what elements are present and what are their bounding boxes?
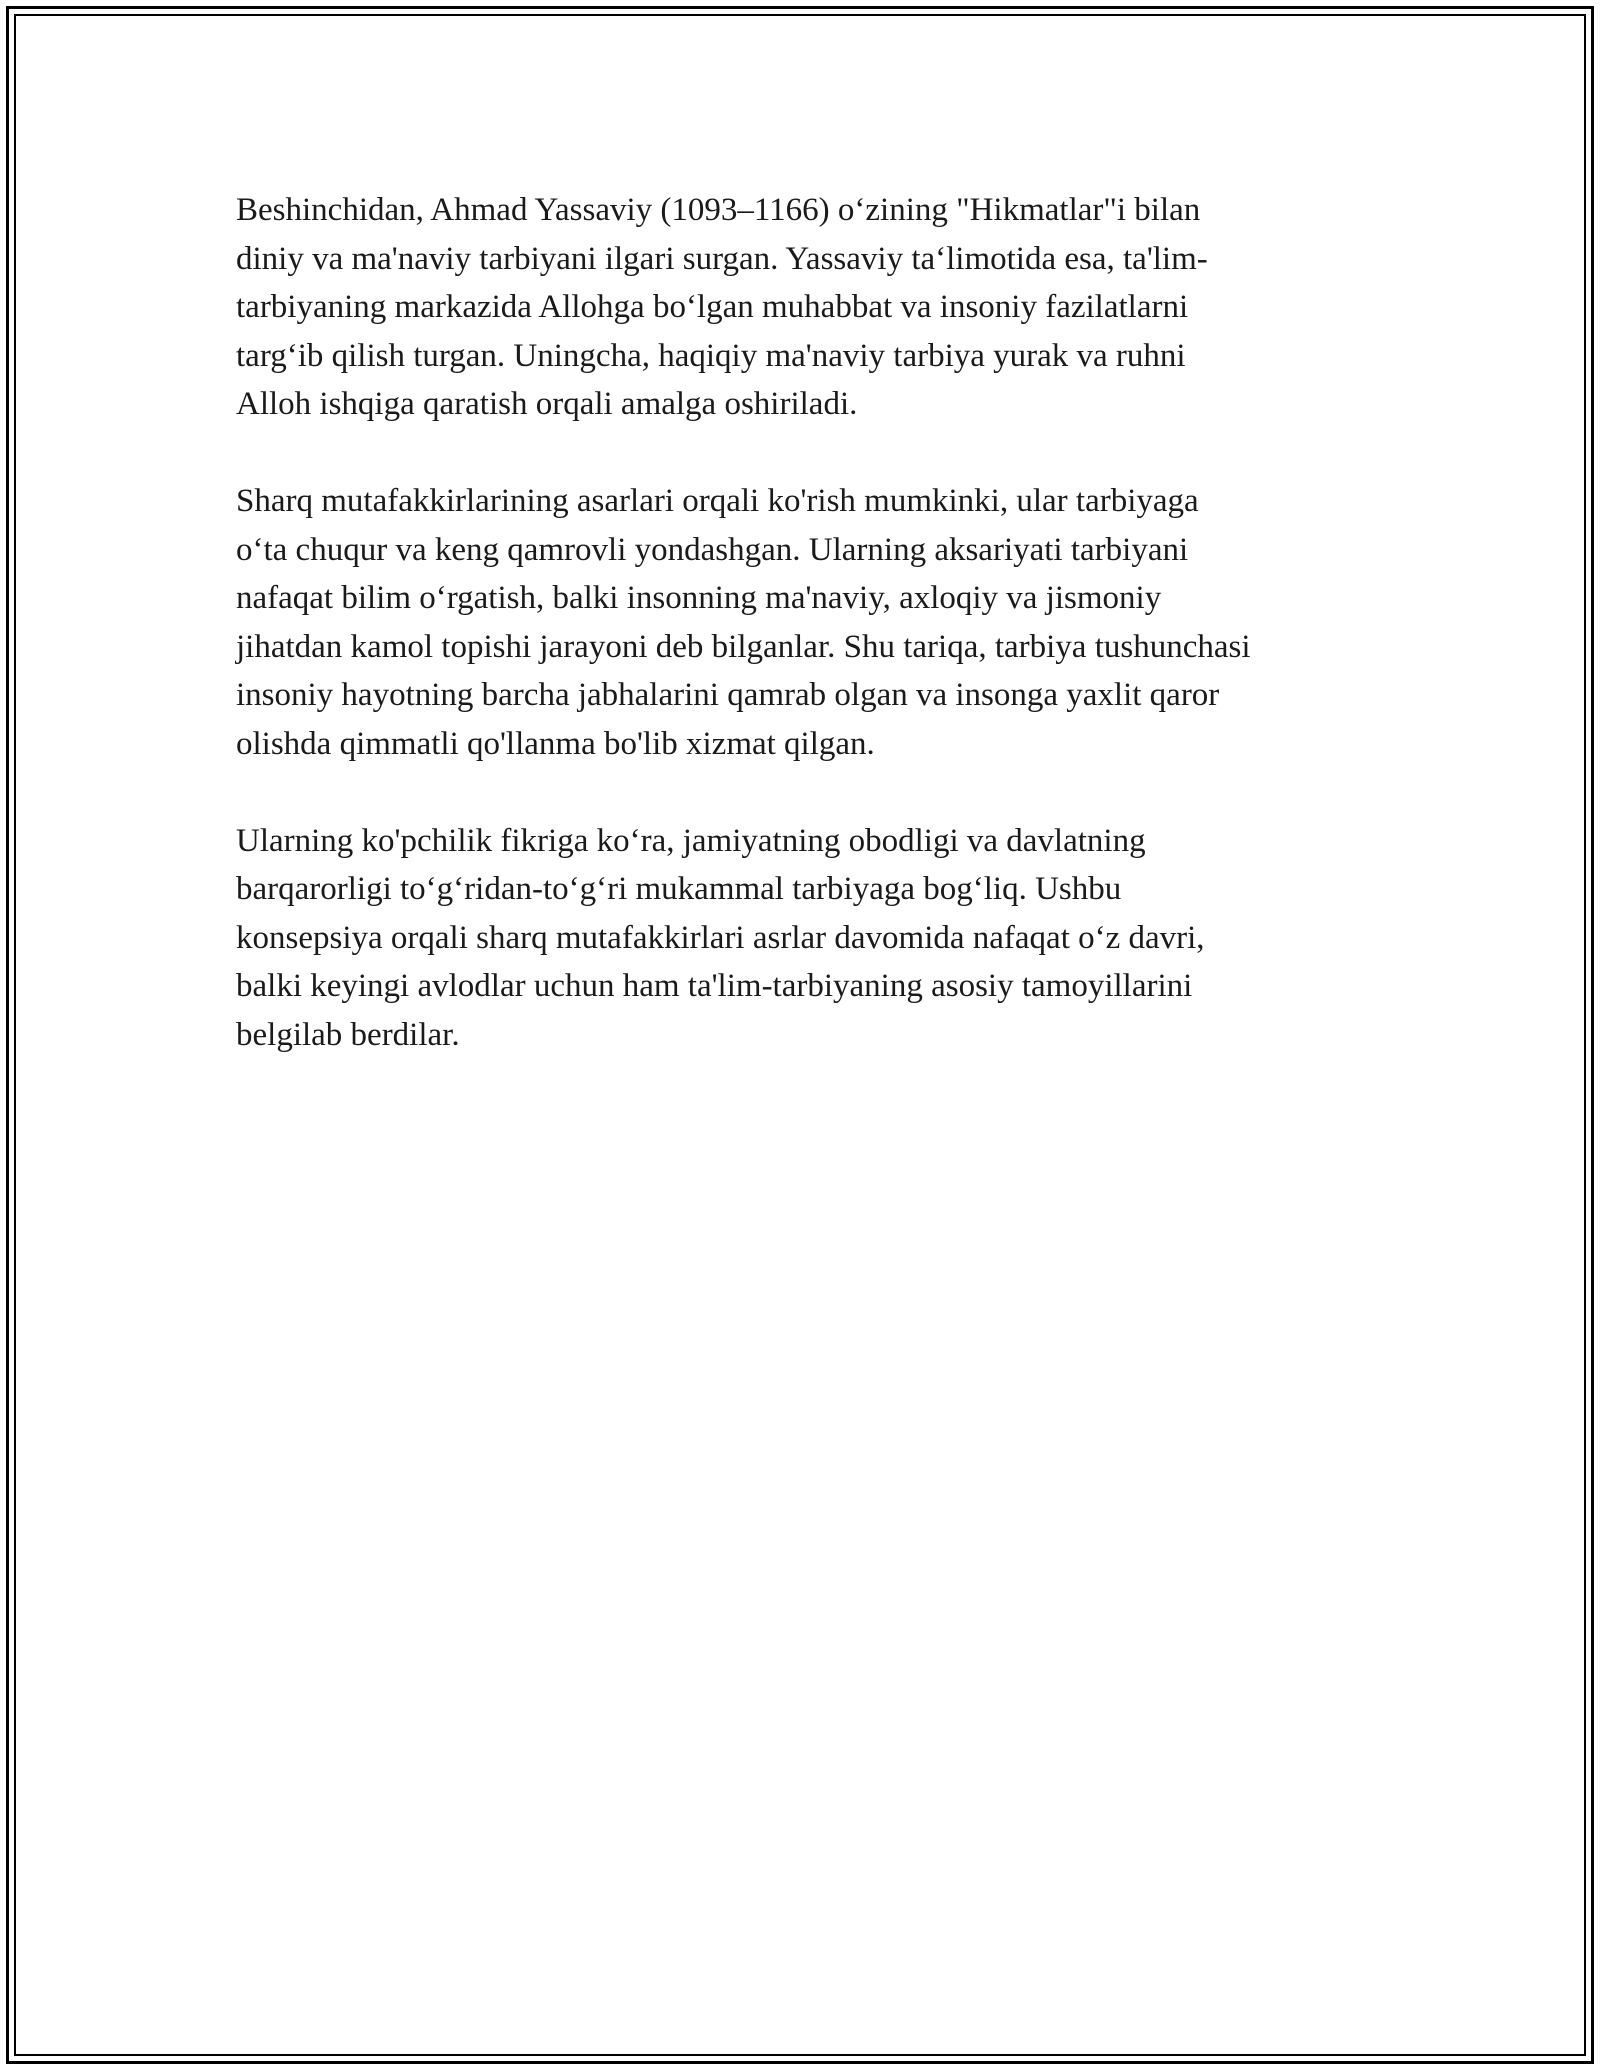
paragraph-2 (236, 477, 1376, 768)
text-line: Sharq mutafakkirlarining asarlari orqali ko'rish mumkinki, ular tarbiyaga (236, 483, 1199, 519)
text-line: Beshinchidan, Ahmad Yassaviy (1093–1166) o‘zining "Hikmatlar"i bilan (236, 192, 1201, 228)
text-line: barqarorligi to‘g‘ridan-to‘g‘ri mukammal tarbiyaga bog‘liq. Ushbu (236, 871, 1122, 907)
text-line: belgilab berdilar. (236, 1016, 460, 1053)
text-line: olishda qimmatli qo'llanma bo'lib xizmat qilgan. (236, 725, 875, 762)
text-line: o‘ta chuqur va keng qamrovli yondashgan. Ularning aksariyati tarbiyani (236, 531, 1189, 568)
text-line: nafaqat bilim o‘rgatish, balki insonning ma'naviy, axloqiy va jismoniy (236, 580, 1162, 616)
text-line: balki keyingi avlodlar uchun ham ta'lim-tarbiyaning asosiy tamoyillarini (236, 968, 1193, 1004)
text-line: konsepsiya orqali sharq mutafakkirlari asrlar davomida nafaqat o‘z davri, (236, 919, 1205, 956)
text-line: insoniy hayotning barcha jabhalarini qamrab olgan va insonga yaxlit qaror (236, 677, 1220, 713)
document-body (236, 186, 1376, 1108)
paragraph-3 (236, 817, 1376, 1060)
text-line: diniy va ma'naviy tarbiyani ilgari surgan. Yassaviy ta‘limotida esa, ta'lim- (236, 240, 1208, 277)
text-line: Ularning ko'pchilik fikriga ko‘ra, jamiyatning obodligi va davlatning (236, 822, 1146, 859)
paragraph-1 (236, 186, 1376, 429)
text-line: targ‘ib qilish turgan. Uningcha, haqiqiy ma'naviy tarbiya yurak va ruhni (236, 337, 1186, 374)
text-line: Alloh ishqiga qaratish orqali amalga oshiriladi. (236, 386, 858, 422)
text-line: tarbiyaning markazida Allohga bo‘lgan muhabbat va insoniy fazilatlarni (236, 289, 1189, 325)
text-line: jihatdan kamol topishi jarayoni deb bilganlar. Shu tariqa, tarbiya tushunchasi (236, 628, 1251, 665)
